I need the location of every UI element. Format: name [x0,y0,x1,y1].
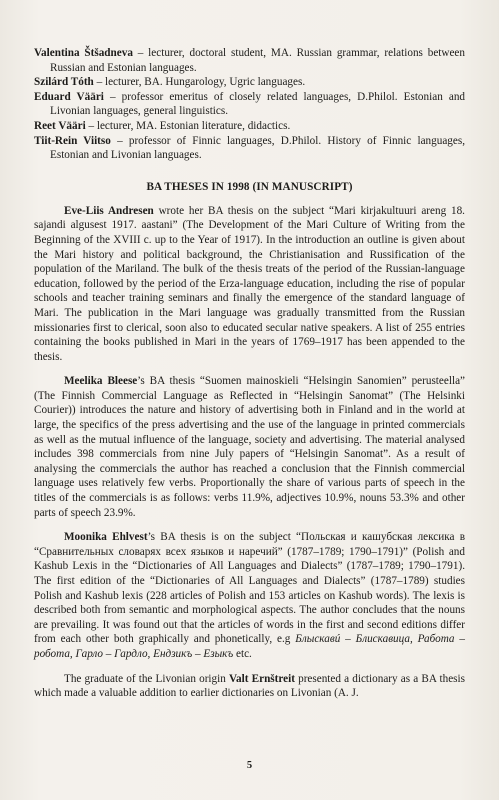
thesis-intro: The graduate of the Livonian origin [64,672,229,685]
thesis-author: Moonika Ehlvest [64,531,148,544]
staff-name: Reet Vääri [34,119,86,132]
section-heading: BA THESES IN 1998 (IN MANUSCRIPT) [146,180,353,193]
staff-entry [34,134,465,163]
thesis-text: wrote her BA thesis on the subject “Mari kirjakultuuri areng 18. sajandi algusest 1917. aastani” (The Development of the Mari Culture of Writing from the Beginning of the XVIII c. up to the Year of 1917). In the introduction an outline is given about the Mari history and political background, the Christianisation and Russification of the population of the Mariland. The bulk of the thesis treats of the period of the Russian-language education, followed by the period of the Erza-language education, including the rise of popular schools and teacher training seminars and finally the emergence of the standard language of Mari. The publication in the Mari language was gradually transmitted from the Russian missionaries first to clerical, soon also to educated secular native speakers. A list of 255 entries containing the books published in Mari in the years of 1769–1917 has been appended to the thesis. [34,204,465,363]
page-number: 5 [246,760,253,771]
thesis-ehlvest [34,530,465,661]
staff-list [34,46,465,163]
staff-entry [34,46,465,75]
thesis-author: Meelika Bleese [64,375,138,388]
thesis-text: ’s BA thesis “Suomen mainoskieli “Helsingin Sanomien” perusteella” (The Finnish Commercial Language as Reflected in “Helsingin Sanomat” (The Helsinki Courier)) introduces the nature and history of advertising both in Finland and in the world at large, the specifics of the press advertising and the use of the language in printed commercials as well as the mutual influence of the language, society and advertising. The material analysed includes 398 commercials from nine July papers of “Helsingin Sanomat”. As a result of analysing the commercials the author has reached a conclusion that the Finnish commercial language uses relatively few verbs. Proportionally the share of various parts of speech in the titles of the commercials is as follows: verbs 11.9%, adjectives 10.9%, nouns 53.3% and other parts of speech 23.9%. [34,375,465,519]
thesis-text: ’s BA thesis is on the subject “Польская и кашубская лексика в “Сравнительных словарях всех языков и наречий” (1787–1789; 1790–1791)” (Polish and Kashub Lexis in the “Dictionaries of All Languages and Dialects” (1787–1789; 1790–1791). The first edition of the “Dictionaries of All Languages and Dialects” (1787–1789) studies Polish and Kashub lexis (228 articles of Polish and 153 articles on Kashub words). The lexis is described both from semantic and morphological aspects. The author concludes that the nouns are prevailing. It was found out that the articles of words in the first and second editions differ from each other both graphically and phonetically, e.g [34,531,465,646]
staff-name: Szilárd Tóth [34,76,94,89]
staff-name: Tiit-Rein Viitso [34,134,111,147]
thesis-text: presented a dictionary as a BA thesis which made a valuable addition to earlier dictionaries on Livonian (A. J. [34,672,465,700]
thesis-bleese [34,374,465,520]
thesis-tail: etc. [233,647,252,660]
thesis-examples: Блыскавú – Блискавица, Работа – робота, Гарло – Гардло, Ендзикъ – Езыкъ [34,633,465,660]
staff-description: – lecturer, doctoral student, MA. Russian grammar, relations between Russian and Estonian languages. [50,47,465,74]
staff-description: – lecturer, BA. Hungarology, Ugric languages. [93,76,306,89]
staff-entry [34,75,465,90]
staff-entry [34,119,465,134]
staff-name: Eduard Vääri [34,90,104,103]
thesis-author: Valt Ernštreit [229,672,295,685]
staff-description: – professor of Finnic languages, D.Philol. History of Finnic languages, Estonian and Livonian languages. [50,134,465,162]
staff-description: – professor emeritus of closely related languages, D.Philol. Estonian and Livonian languages, general linguistics. [50,90,466,118]
thesis-ernstreit [34,672,465,701]
thesis-andresen [34,204,465,365]
staff-entry [34,90,465,119]
staff-description: – lecturer, MA. Estonian literature, didactics. [85,119,291,132]
thesis-author: Eve-Liis Andresen [64,204,154,217]
staff-name: Valentina Štšadneva [34,47,133,59]
